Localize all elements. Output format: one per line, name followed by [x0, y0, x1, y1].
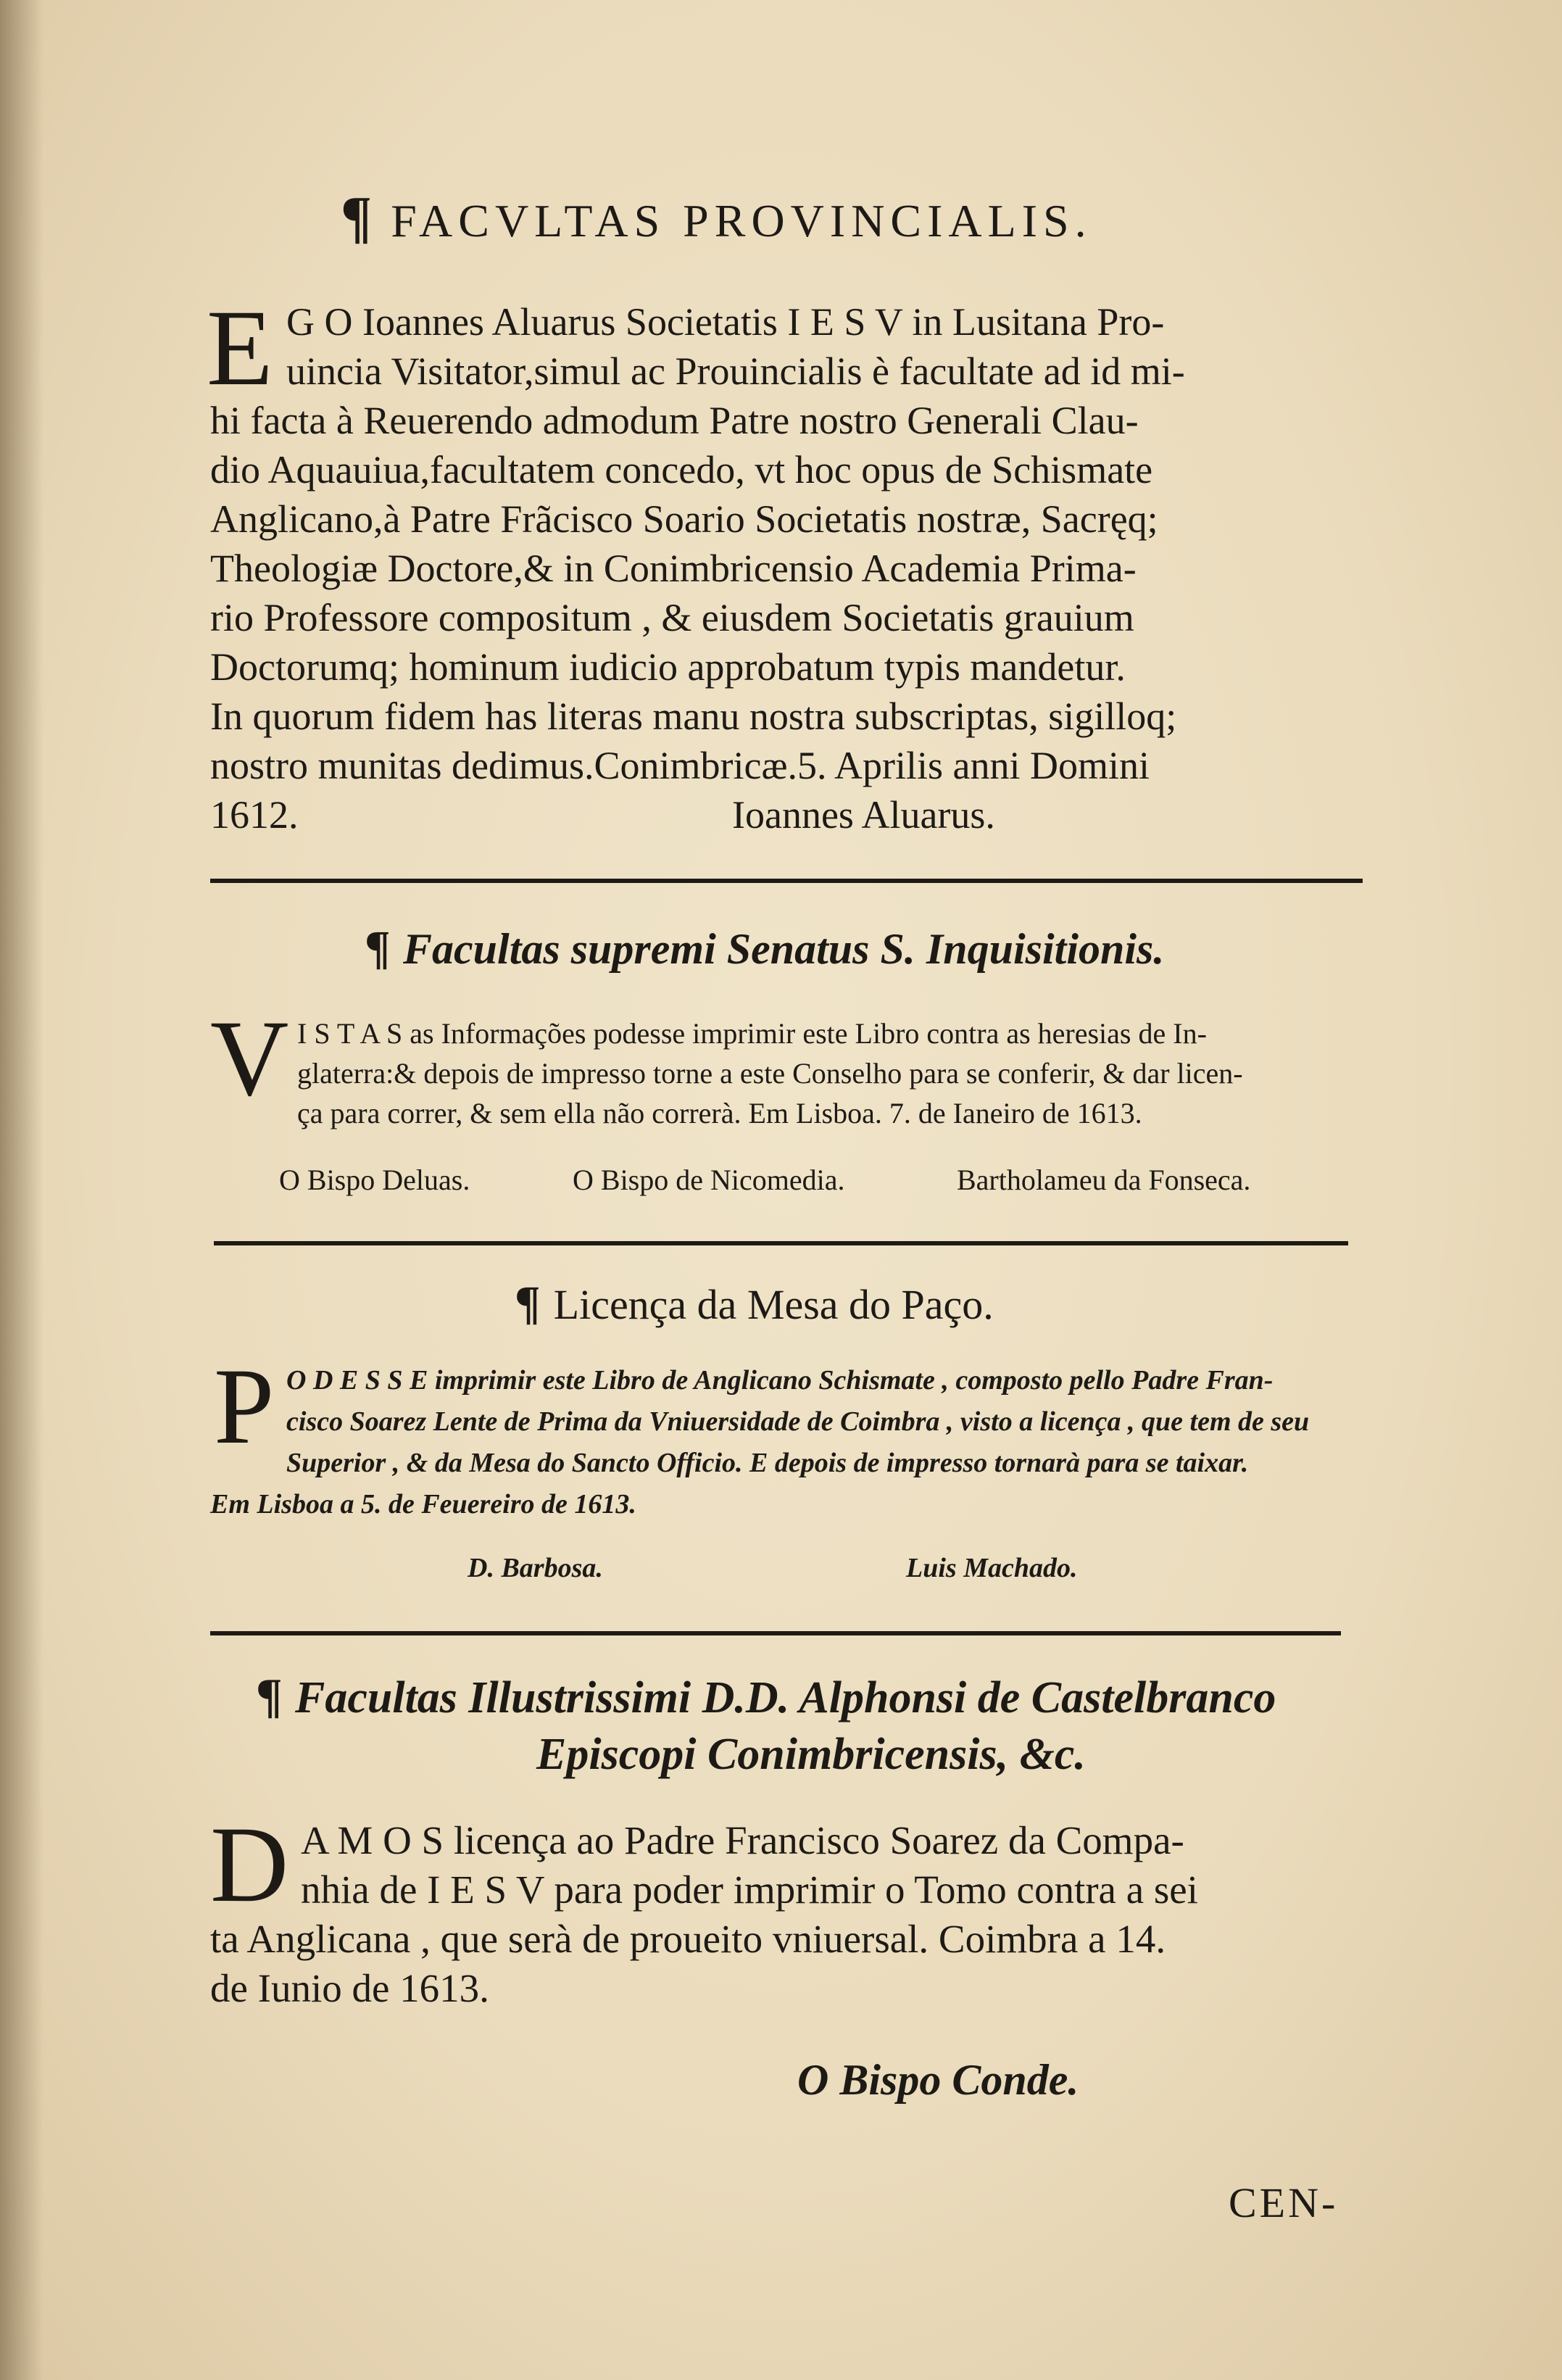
- section1-line: In quorum fidem has literas manu nostra subscriptas, sigilloq;: [210, 694, 1177, 738]
- dropcap-e: E: [207, 288, 273, 408]
- section4-heading-line1: Facultas Illustrissimi D.D. Alphonsi de Castelbranco: [295, 1673, 1276, 1722]
- pilcrow-icon: ¶: [341, 186, 378, 249]
- section3-heading-text: Licença da Mesa do Paço.: [553, 1281, 994, 1328]
- section4-body-full: [210, 1915, 1166, 2013]
- pilcrow-icon: ¶: [257, 1668, 282, 1723]
- dropcap-v: V: [210, 998, 289, 1119]
- pilcrow-icon: ¶: [515, 1277, 541, 1330]
- section4-line: de Iunio de 1613.: [210, 1966, 489, 2010]
- section1-line: rio Professore compositum , & eiusdem Societatis grauium: [210, 596, 1134, 639]
- section2-line: I S T A S as Informações podesse imprimir este Libro contra as heresias de In-: [297, 1017, 1207, 1050]
- section4-body: [301, 1816, 1198, 1915]
- dropcap-p: P: [214, 1346, 275, 1467]
- section1-line: Anglicano,à Patre Frãcisco Soario Societatis nostræ, Sacręq;: [210, 497, 1158, 541]
- divider-rule: [214, 1241, 1348, 1245]
- section1-line: Theologiæ Doctore,& in Conimbricensio Academia Prima-: [210, 547, 1137, 590]
- section2-signature: Bartholameu da Fonseca.: [957, 1164, 1251, 1196]
- section2-signature: O Bispo de Nicomedia.: [573, 1164, 845, 1196]
- section4-line: nhia de I E S V para poder imprimir o Tomo contra a sei: [301, 1867, 1198, 1912]
- section3-date: Em Lisboa a 5. de Feuereiro de 1613.: [210, 1489, 636, 1519]
- page-title: [341, 185, 1283, 251]
- section2-heading: [366, 921, 1164, 976]
- catchword: CEN-: [1229, 2179, 1339, 2226]
- page-gutter-shadow: [0, 0, 43, 2380]
- dropcap-d: D: [210, 1804, 289, 1925]
- page-title-text: FACVLTAS PROVINCIALIS.: [391, 195, 1092, 246]
- section2-body: [297, 1013, 1243, 1133]
- section1-year: 1612.: [210, 793, 299, 837]
- section3-heading: [515, 1276, 994, 1331]
- pilcrow-icon: ¶: [366, 921, 390, 974]
- section3-signature: Luis Machado.: [906, 1553, 1078, 1583]
- section1-signature: Ioannes Aluarus.: [732, 793, 995, 837]
- section3-line: cisco Soarez Lente de Prima da Vniuersidade de Coimbra , visto a licença , que tem de seu: [286, 1406, 1310, 1437]
- section1-line: uincia Visitator,simul ac Prouincialis è facultate ad id mi-: [286, 349, 1185, 393]
- section1-line: hi facta à Reuerendo admodum Patre nostro Generali Clau-: [210, 399, 1139, 442]
- section1-line: dio Aquauiua,facultatem concedo, vt hoc opus de Schismate: [210, 448, 1153, 492]
- section4-signature: O Bispo Conde.: [797, 2056, 1079, 2104]
- section2-signature: O Bispo Deluas.: [279, 1164, 470, 1196]
- section3-signature: D. Barbosa.: [468, 1553, 603, 1583]
- section1-line: nostro munitas dedimus.Conimbricæ.5. Aprilis anni Domini: [210, 744, 1150, 787]
- section1-line: Doctorumq; hominum iudicio approbatum typis mandetur.: [210, 645, 1126, 689]
- section3-line: O D E S S E imprimir este Libro de Anglicano Schismate , composto pello Padre Fran-: [286, 1365, 1274, 1396]
- section2-line: ça para correr, & sem ella não correrà. Em Lisboa. 7. de Ianeiro de 1613.: [297, 1097, 1142, 1129]
- section1-body: [286, 297, 1185, 396]
- section3-line: Superior , & da Mesa do Sancto Officio. E depois de impresso tornarà para se taixar.: [286, 1448, 1249, 1478]
- section2-heading-text: Facultas supremi Senatus S. Inquisitionis.: [403, 925, 1165, 973]
- section1-line: G O Ioannes Aluarus Societatis I E S V in Lusitana Pro-: [286, 300, 1165, 344]
- divider-rule: [210, 1631, 1341, 1635]
- section1-body-full: [210, 396, 1176, 790]
- section4-line: A M O S licença ao Padre Francisco Soarez da Compa-: [301, 1818, 1184, 1862]
- section4-heading-line2: Episcopi Conimbricensis, &c.: [536, 1730, 1086, 1779]
- section4-heading: [257, 1667, 1276, 1725]
- divider-rule: [210, 879, 1363, 883]
- section4-line: ta Anglicana , que serà de proueito vniuersal. Coimbra a 14.: [210, 1917, 1166, 1961]
- section3-body: [286, 1360, 1309, 1484]
- section2-line: glaterra:& depois de impresso torne a este Conselho para se conferir, & dar licen-: [297, 1057, 1243, 1090]
